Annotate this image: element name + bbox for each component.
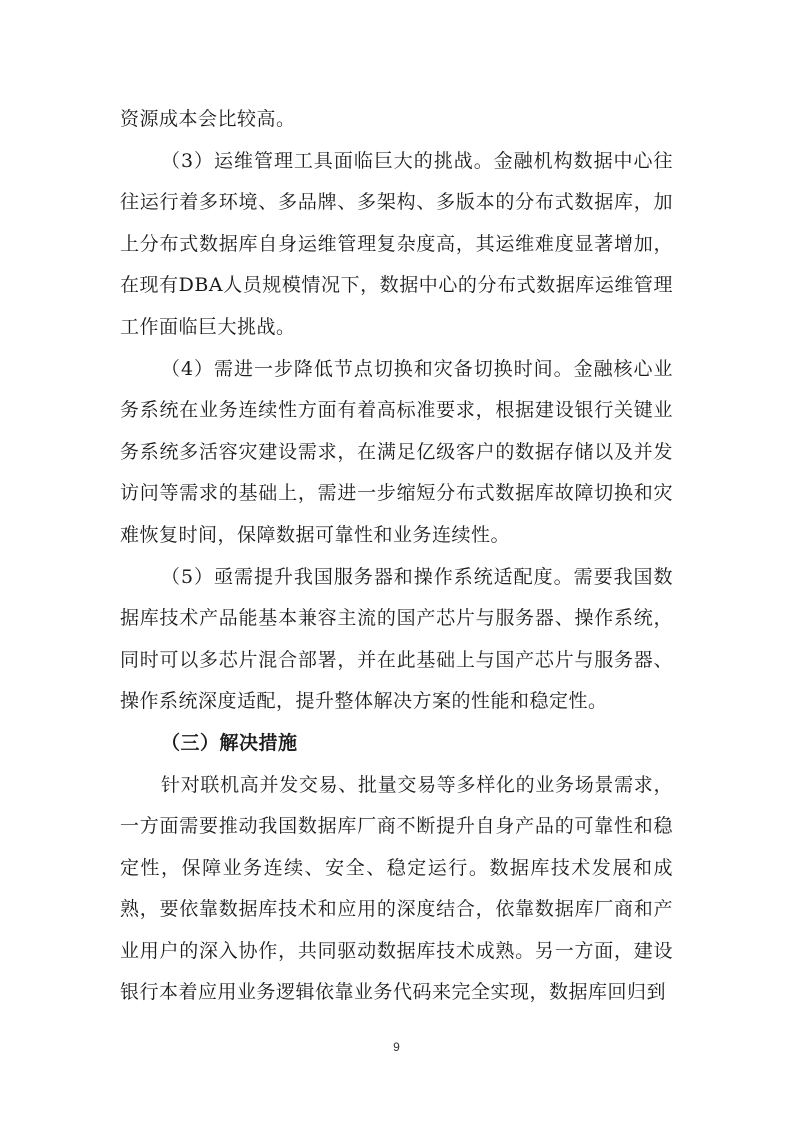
document-body [120, 99, 673, 1014]
paragraph-item-5: （5）亟需提升我国服务器和操作系统适配度。需要我国数据库技术产品能基本兼容主流的国产芯片与服务器、操作系统，同时可以多芯片混合部署，并在此基础上与国产芯片与服务器、操作系统深度适配，提升整体解决方案的性能和稳定性。 [120, 565, 673, 713]
paragraph-item-4: （4）需进一步降低节点切换和灾备切换时间。金融核心业务系统在业务连续性方面有着高标准要求，根据建设银行关键业务系统多活容灾建设需求，在满足亿级客户的数据存储以及并发访问等需求的基础上，需进一步缩短分布式数据库故障切换和灾难恢复时间，保障数据可靠性和业务连续性。 [120, 357, 673, 546]
section-paragraph: 针对联机高并发交易、批量交易等多样化的业务场景需求，一方面需要推动我国数据库厂商不断提升自身产品的可靠性和稳定性，保障业务连续、安全、稳定运行。数据库技术发展和成熟，要依靠数据库技术和应用的深度结合，依靠数据库厂商和产业用户的深入协作，共同驱动数据库技术成熟。另一方面，建设银行本着应用业务逻辑依靠业务代码来完全实现，数据库回归到 [120, 773, 673, 1004]
paragraph-item-3: （3）运维管理工具面临巨大的挑战。金融机构数据中心往往运行着多环境、多品牌、多架构、多版本的分布式数据库，加上分布式数据库自身运维管理复杂度高，其运维难度显著增加，在现有DBA人员规模情况下，数据中心的分布式数据库运维管理工作面临巨大挑战。 [120, 149, 673, 338]
section-heading: （三）解决措施 [161, 731, 298, 754]
page-number: 9 [393, 1040, 400, 1054]
paragraph-continuation: 资源成本会比较高。 [120, 108, 296, 130]
